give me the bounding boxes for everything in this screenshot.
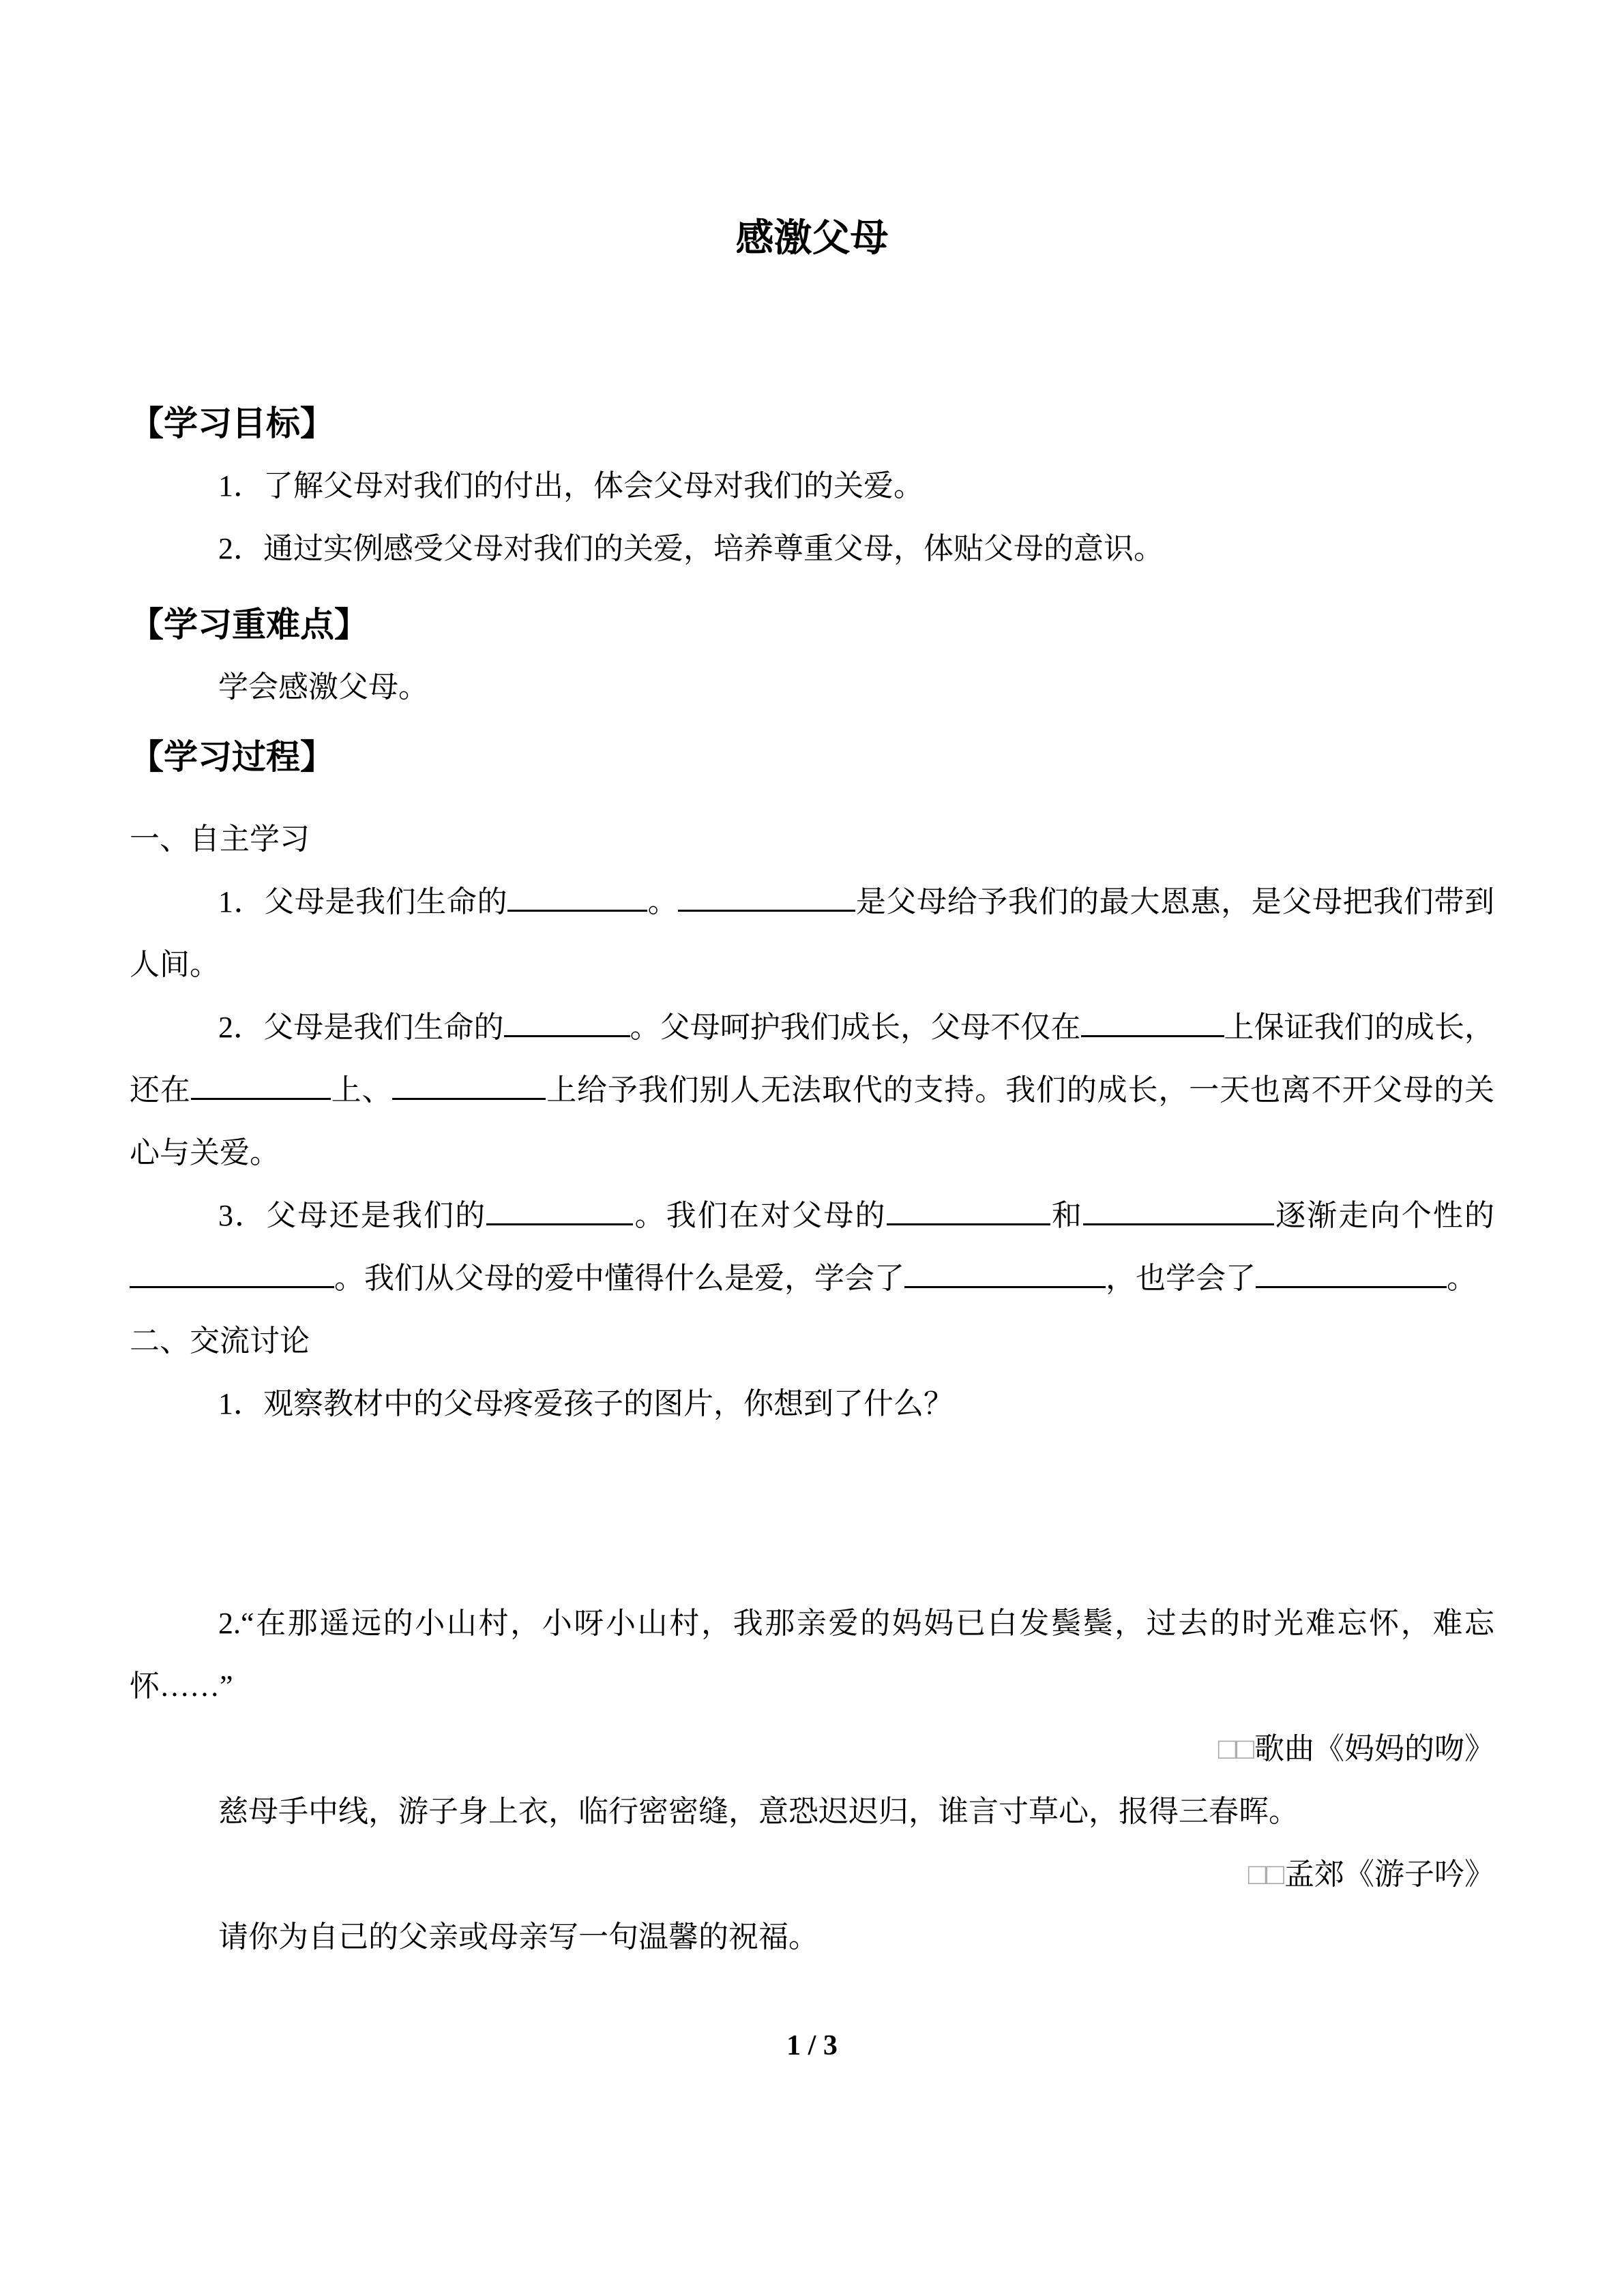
page-title: 感激父母 bbox=[735, 218, 889, 260]
fill-in-blank bbox=[507, 881, 647, 912]
discussion-question-1: 1．观察教材中的父母疼爱孩子的图片，你想到了什么？ bbox=[218, 1387, 954, 1420]
missing-glyph-boxes: □□ bbox=[1247, 1858, 1284, 1891]
fill-in-blank bbox=[1256, 1257, 1447, 1288]
citation-song bbox=[130, 1718, 1494, 1780]
fill-in-blank bbox=[678, 881, 855, 912]
citation-poem-text: 孟郊《游子吟》 bbox=[1284, 1858, 1494, 1891]
objective-item-1: 1．了解父母对我们的付出，体会父母对我们的关爱。 bbox=[218, 469, 924, 503]
discussion-question-2: 2.“在那遥远的小山村，小呀小山村，我那亲爱的妈妈已白发鬓鬓，过去的时光难忘怀，难忘怀……” bbox=[130, 1607, 1494, 1703]
fill-in-item-1: 1．父母是我们生命的 。 是父母给予我们的最大恩惠，是父母把我们带到人间。 bbox=[130, 871, 1494, 996]
citation-poem bbox=[130, 1843, 1494, 1906]
fill-in-item-3: 3．父母还是我们的 。我们在对父母的 和 逐渐走向个性的。我们从父母的爱中懂得什么是爱，学会了 ，也学会了 。 bbox=[130, 1184, 1494, 1310]
section-header-keypoints: 【学习重难点】 bbox=[130, 606, 368, 644]
fill-in-blank bbox=[504, 1007, 630, 1037]
section-header-objectives: 【学习目标】 bbox=[130, 404, 334, 443]
fill-in-blank bbox=[887, 1195, 1050, 1225]
missing-glyph-boxes: □□ bbox=[1217, 1732, 1254, 1765]
keypoints-text: 学会感激父母。 bbox=[218, 670, 428, 704]
page-number: 1 / 3 bbox=[786, 2030, 838, 2061]
fill-in-blank bbox=[130, 1257, 334, 1288]
fill-in-blank bbox=[486, 1195, 633, 1225]
part1-label: 一、自主学习 bbox=[130, 822, 310, 856]
fill-in-blank bbox=[392, 1069, 546, 1100]
fill-in-blank bbox=[904, 1257, 1106, 1288]
fill-in-blank bbox=[1083, 1195, 1274, 1225]
task-line: 请你为自己的父亲或母亲写一句温馨的祝福。 bbox=[218, 1920, 818, 1954]
fill-in-blank bbox=[191, 1069, 331, 1100]
section-header-process: 【学习过程】 bbox=[130, 738, 334, 776]
citation-song-text: 歌曲《妈妈的吻》 bbox=[1254, 1732, 1494, 1765]
part2-label: 二、交流讨论 bbox=[130, 1324, 310, 1358]
fill-in-blank bbox=[1081, 1007, 1224, 1037]
objective-item-2: 2．通过实例感受父母对我们的关爱，培养尊重父母，体贴父母的意识。 bbox=[218, 532, 1164, 565]
poem-line: 慈母手中线，游子身上衣，临行密密缝，意恐迟迟归，谁言寸草心，报得三春晖。 bbox=[218, 1795, 1299, 1828]
answer-space bbox=[130, 1435, 1494, 1592]
fill-in-item-2: 2．父母是我们生命的 。父母呵护我们成长，父母不仅在 上保证我们的成长，还在 上、 上给予我们别人无法取代的支持。我们的成长，一天也离不开父母的关心与关爱。 bbox=[130, 996, 1494, 1184]
